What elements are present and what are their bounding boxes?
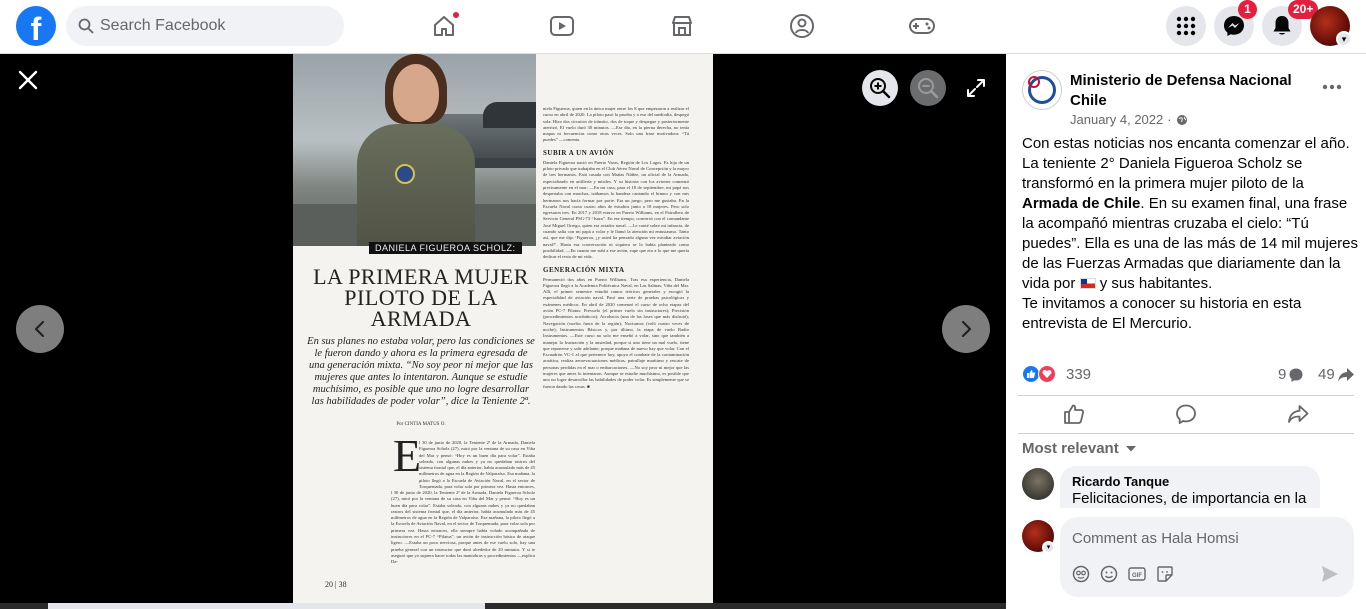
post-sidebar (1006, 54, 1366, 609)
menu-button[interactable] (1166, 6, 1206, 46)
previous-photo-button[interactable] (16, 305, 64, 353)
comments-count[interactable] (1278, 366, 1304, 383)
post-text-part-3: y sus habitantes. (1095, 275, 1213, 292)
send-icon (1320, 564, 1340, 584)
pilot-face-shape (393, 64, 439, 122)
watch-nav-button[interactable] (542, 10, 582, 42)
article-col1-intro: l 30 de junio de 2020, la Teniente 2ª de la Armada, Daniela Figueroa Scholz (27), miró por la ventana de su casa en Viña del Mar y pensó: “Hoy es un buen día para volar”. Estaba soleado, con algunas nubes y ya no quedaban rastros del sistema frontal que, el día anterior, había acumulado más de 45 milímetros de agua en la Región de Valparaíso. Esa mañana, la piloto llegó a la Escuela de Aviación Naval, en el sector de Torquemada, para volar sola por primera vez. Hasta entonces, (419, 440, 535, 490)
post-text-bold: Armada de Chile (1022, 195, 1141, 212)
home-nav-button[interactable] (424, 10, 464, 42)
photo-caption: DANIELA FIGUEROA SCHOLZ: (369, 242, 522, 254)
article-subhead-2: GENERACIÓN MIXTA (543, 265, 625, 274)
current-user-caret-icon[interactable]: ▾ (1042, 541, 1055, 554)
comments-count-value: 9 (1278, 366, 1287, 383)
svg-text:GIF: GIF (1132, 573, 1142, 579)
chevron-right-icon (956, 319, 976, 339)
reactions-count[interactable]: 339 (1066, 366, 1092, 383)
comment-bubble (1060, 466, 1320, 508)
article-headline: LA PRIMERA MUJER PILOTO DE LA ARMADA (313, 264, 529, 331)
home-notification-dot (452, 11, 460, 19)
photo-viewer (0, 54, 1006, 609)
caret-down-icon (1125, 445, 1137, 453)
groups-icon (789, 13, 815, 39)
article-col2-bottom: Permaneció dos años en Puerto Williams. Tras esa experiencia, Daniela Figueroa llegó a la Academia Politécnica Naval, en Las Salinas, Viña del Mar. Allí, el primer semestre estudió ramos teóricos generales y escogió la especialidad de aviación naval. Pasó una serie de pruebas psicológicas y exámenes médicos. En abril de 2020 comenzó el curso de ocho etapas del avión PC-7 Pilatus: Prevuelo (el primer vuelo sin instructores); Precisión (procedimientos acrobáticos); Acrobacia (una de las fases que más disfrutó); Navegación (vuelos fuera de la región); Nocturnos (voló cuatro veces de noche); Instrumentos Básicos y, por último, la etapa de vuelo Radio Instrumentos. —Este curso no solo me enseñó a volar, sino que también a manejar la frustración y la ansiedad, porque si uno tiene un mal vuelo, tiene que reponerse y salir adelante; porque mañana de nuevo hay que volar. Con el Escuadrón VC-1 al que pertenece hoy, apoya el combate de la contaminación acuática, realiza aeroevacuaciones médicas, patrullaje marítimo y rescate de personas perdidas en el mar o embarcaciones. —No soy peor ni mejor que las mujeres que antes lo intentaron. Aunque se estudie muchísimo, es posible que uno no logre desarrollar las habilidades de poder volar. Es simplemente que se fueron dando las cosas. ■ (543, 276, 689, 389)
comment-input[interactable] (1072, 527, 1342, 549)
comment-text: Felicitaciones, de importancia en la (1072, 490, 1307, 507)
post-text-part-2: . En su examen final, una frase la acompañó mientras cruzaba el cielo: “Tú puedes”. Ella es una de las más de 14 mil mujeres de las Fuerzas Armadas que diariamente dan la vida por (1022, 195, 1359, 292)
reaction-summary (1022, 364, 1352, 386)
zoom-in-button[interactable] (862, 70, 898, 106)
comment-filter-dropdown[interactable] (1022, 440, 1137, 457)
comment-author-link[interactable]: Ricardo Tanque (1072, 474, 1170, 489)
page-avatar[interactable] (1022, 70, 1062, 110)
messenger-icon (1223, 15, 1245, 37)
article-column-2 (543, 106, 689, 580)
article-subhead-1: SUBIR A UN AVIÓN (543, 148, 615, 157)
comment-composer[interactable] (1060, 517, 1354, 597)
page-name-link[interactable]: Ministerio de Defensa Nacional Chile (1070, 72, 1292, 109)
commenter-avatar[interactable] (1022, 468, 1054, 500)
magazine-page-number: 20 | 38 (325, 580, 347, 589)
like-icon (1063, 404, 1085, 424)
next-photo-button[interactable] (942, 305, 990, 353)
avatar-sticker-icon (1072, 565, 1090, 583)
article-col1-body: l 30 de junio de 2020, la Teniente 2ª de la Armada, Daniela Figueroa Scholz (27), miró por la ventana de su casa en Viña del Mar y pensó: “Hoy es un buen día para volar”. Estaba soleado, con algunas nubes y ya no quedaban rastros del sistema frontal que, el día anterior, había acumulado más de 45 milímetros de agua en la Región de Valparaíso. Esa mañana, la piloto llegó a la Escuela de Aviación Naval, en el sector de Torquemada, para volar sola por primera vez. Hasta entonces, ella siempre había volado acompañada de instructores en el PC-7 “Pilatus”, un avión de instrucción básica de ataque ligero. —Estaba un poco nerviosa, porque antes de ese vuelo solo, hay una prueba general con un instructor que duró alrededor de 20 minutos. Y si te aseguró que yo supiera hacer todas las maniobras y procedimientos —explica Da- (391, 490, 535, 565)
facebook-logo[interactable]: f (16, 6, 56, 46)
actions-divider (1018, 433, 1354, 434)
account-menu-caret-icon[interactable]: ▾ (1336, 31, 1352, 47)
like-button[interactable] (1054, 400, 1094, 428)
pilot-flight-suit-shape (357, 124, 475, 246)
love-reaction-icon (1038, 365, 1056, 383)
emoji-button[interactable] (1100, 565, 1118, 583)
avatar-sticker-button[interactable] (1072, 565, 1090, 583)
gif-icon (1128, 566, 1146, 582)
comment-bubble-icon (1288, 367, 1304, 383)
share-icon (1287, 404, 1309, 424)
post-body (1022, 134, 1358, 334)
comment-icon (1175, 404, 1197, 424)
share-arrow-icon (1337, 367, 1355, 383)
notifications-badge: 20+ (1288, 0, 1318, 19)
magazine-page-image (293, 54, 713, 604)
search-box[interactable] (66, 6, 344, 46)
ministry-seal-inner-icon (1028, 76, 1040, 88)
article-col2-top: niela Figueroa, quien en la única mujer entre los 8 que empezaron a realizar el curso en abril de 2020. La piloto pasó la prueba y a eso del mediodía, despegó sola. Hizo dos circuitos de tránsito, dos de toque y despegue y posteriormente aterrizó. El vuelo duró 30 minutos. —Ese día, en la pierna derecha, no tenía mapas ni frecuencias como otras veces. Solo una frase motivadora: “Tú puedes” —comenta. (543, 106, 689, 143)
pilot-patch-shape (395, 164, 415, 184)
sticker-button[interactable] (1156, 565, 1174, 583)
gif-button[interactable] (1128, 565, 1146, 583)
top-navigation-bar (0, 0, 1366, 54)
grid-menu-icon (1176, 16, 1196, 36)
post-date-text: January 4, 2022 (1070, 112, 1164, 127)
zoom-out-icon (917, 77, 939, 99)
groups-nav-button[interactable] (782, 10, 822, 42)
search-icon (78, 18, 94, 34)
messenger-button[interactable] (1214, 2, 1254, 46)
comment-button[interactable] (1166, 400, 1206, 428)
shares-count-value: 49 (1318, 366, 1335, 383)
comment-filter-label: Most relevant (1022, 440, 1119, 457)
composer-tools (1072, 565, 1174, 583)
notifications-button[interactable] (1262, 2, 1314, 46)
gaming-icon (908, 15, 936, 37)
reaction-icons[interactable] (1022, 365, 1056, 383)
pilot-photo (293, 54, 536, 246)
close-viewer-button[interactable] (14, 66, 42, 94)
chevron-left-icon (30, 319, 50, 339)
bell-icon (1272, 15, 1292, 37)
emoji-icon (1100, 565, 1118, 583)
zoom-out-button[interactable] (910, 70, 946, 106)
watch-icon (549, 14, 575, 38)
article-dropcap: E (393, 430, 422, 481)
post-options-button[interactable] (1316, 74, 1348, 102)
post-text-part-1: Con estas noticias nos encanta comenzar el año. La teniente 2° Daniela Figueroa Scholz se transformó en la primera mujer piloto de la (1022, 135, 1350, 192)
close-icon (14, 66, 42, 94)
chile-flag-icon (1080, 278, 1096, 289)
reactions-divider (1018, 395, 1354, 396)
globe-icon (1176, 114, 1188, 126)
search-input[interactable] (100, 6, 336, 46)
photo-progress-fill (48, 603, 485, 609)
article-col2-mid: Daniela Figueroa nació en Puerto Varas, Región de Los Lagos. Es hija de un piloto privado que trabajaba en el Club Aéreo Naval de Concepción y la mayor de tres hermanos. Está casada con Matías Núñez, un oficial de la Armada, especializado en artillería y misiles. Y su historia con los aviones comenzó precisamente en el mar: —En mi casa, para el 18 de septiembre, mi papá nos despertaba con marchas, izábamos la bandera cantando el himno y con mis hermanos nos hacía formar por porte. Era un juego, pero me gustaba. En la Escuela Naval curso cuatro años de estudios junto a 18 mujeres. Pero solo egresaron tres. En 2017 y 2018 estuvo en Puerto Williams, en el Patrullero de Servicio General PSG-73 “Isaza”. En ese tiempo, conversó con el comandante José Miguel Orrego, quien era aviador naval. —Le conté sobre mi infancia, de cuando salía con mi papá a volar y le llamó la atención mi entusiasmo. Tanto así, que me dijo ‘Figueroa, ¿y usted ha pensado alguna vez estudiar aviación naval?’. Hasta esa conversación ni siquiera se lo había planteado como posibilidad. —En cuanto me subí a ese avión, supe que era a lo que me quería dedicar el resto de mi vida. (543, 159, 689, 260)
share-button[interactable] (1278, 400, 1318, 428)
zoom-in-icon (869, 77, 891, 99)
marketplace-icon (670, 14, 694, 38)
marketplace-nav-button[interactable] (662, 10, 702, 42)
article-byline: Por CINTIA MATUS O. (396, 422, 446, 427)
gaming-nav-button[interactable] (902, 10, 942, 42)
article-deck: En sus planes no estaba volar, pero las condiciones se le fueron dando y ahora es la primera egresada de una generación mixta. “No soy peor ni mejor que las mujeres que antes lo intentaron. Aunque se estudie muchísimo, es posible que uno no logre desarrollar las habilidades de poder volar”, dice la Teniente 2ª. (307, 336, 535, 407)
sticker-icon (1156, 565, 1174, 583)
fullscreen-button[interactable] (964, 76, 988, 100)
send-comment-button[interactable] (1320, 564, 1340, 584)
post-date-separator: · (1167, 112, 1172, 127)
more-options-icon (1322, 84, 1342, 90)
post-text-part-4: Te invitamos a conocer su historia en esta entrevista de El Mercurio. (1022, 295, 1302, 332)
post-timestamp[interactable] (1070, 112, 1188, 127)
messenger-badge: 1 (1238, 0, 1257, 19)
shares-count[interactable] (1318, 366, 1355, 383)
expand-icon (964, 76, 988, 100)
airplane-cockpit-shape (483, 102, 536, 128)
photo-progress-bar (0, 603, 1006, 609)
